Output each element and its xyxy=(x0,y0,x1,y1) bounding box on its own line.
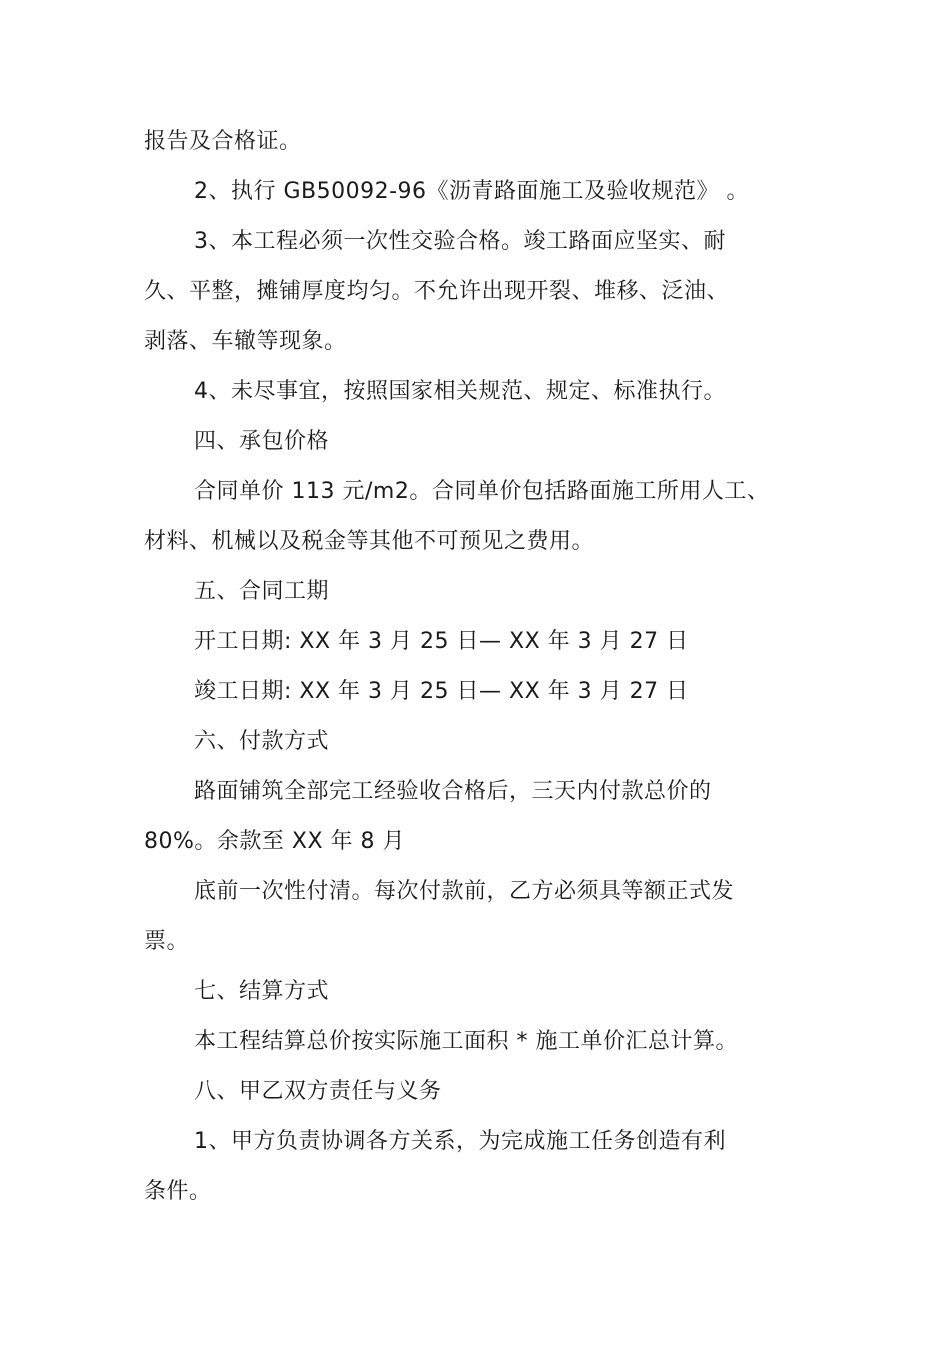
section-heading-payment: 六、付款方式 xyxy=(194,729,330,754)
clause-3-quality-cont-1: 久、平整，摊铺厚度均匀。不允许出现开裂、堆移、泛油、 xyxy=(144,279,730,304)
section-heading-duration: 五、合同工期 xyxy=(194,579,330,604)
text-line-continuation: 报告及合格证。 xyxy=(144,129,302,154)
section-heading-responsibilities: 八、甲乙双方责任与义务 xyxy=(194,1079,442,1104)
completion-date-line: 竣工日期: XX 年 3 月 25 日— XX 年 3 月 27 日 xyxy=(194,679,689,704)
price-unit-text: 合同单价 113 元/m2。合同单价包括路面施工所用人工、 xyxy=(194,479,770,504)
start-date-line: 开工日期: XX 年 3 月 25 日— XX 年 3 月 27 日 xyxy=(194,629,689,654)
clause-3-quality: 3、本工程必须一次性交验合格。竣工路面应坚实、耐 xyxy=(194,229,726,254)
payment-text-cont-3: 票。 xyxy=(144,929,190,954)
section-heading-settlement: 七、结算方式 xyxy=(194,979,330,1004)
settlement-text: 本工程结算总价按实际施工面积 * 施工单价汇总计算。 xyxy=(194,1029,738,1054)
section-heading-price: 四、承包价格 xyxy=(194,429,330,454)
payment-text-cont-1: 80%。余款至 XX 年 8 月 xyxy=(144,829,406,854)
price-unit-text-cont: 材料、机械以及税金等其他不可预见之费用。 xyxy=(144,529,595,554)
responsibility-1-text-cont: 条件。 xyxy=(144,1179,212,1204)
clause-4-other-matters: 4、未尽事宜，按照国家相关规范、规定、标准执行。 xyxy=(194,379,726,404)
responsibility-1-text: 1、甲方负责协调各方关系，为完成施工任务创造有利 xyxy=(194,1129,726,1154)
clause-2-standard: 2、执行 GB50092-96《沥青路面施工及验收规范》 。 xyxy=(194,179,750,204)
payment-text-cont-2: 底前一次性付清。每次付款前，乙方必须具等额正式发 xyxy=(194,879,735,904)
payment-text: 路面铺筑全部完工经验收合格后，三天内付款总价的 xyxy=(194,779,712,804)
clause-3-quality-cont-2: 剥落、车辙等现象。 xyxy=(144,329,347,354)
